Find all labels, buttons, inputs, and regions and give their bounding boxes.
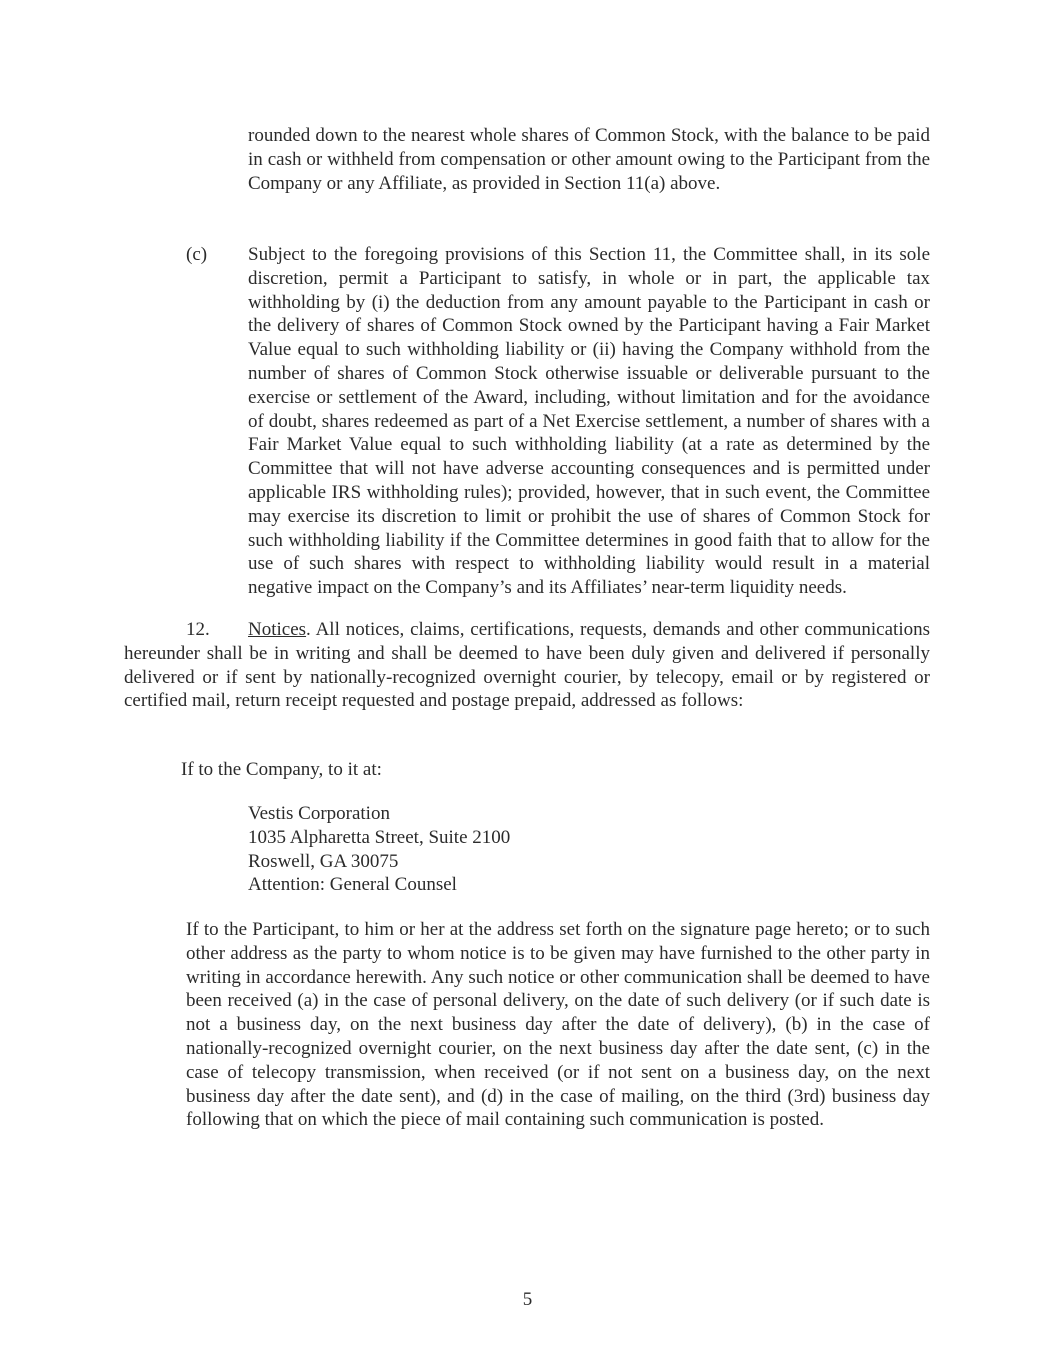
section-12-text: . All notices, claims, certifications, requests, demands and other communications hereunder shall be in writing and shall be deemed to have been duly given and delivered if personally delivered or if sent by nationally-recognized overnight courier, by telecopy, email or by registered or certified mail, return receipt requested and postage prepaid, addressed as follows: <box>124 619 930 712</box>
if-to-participant-paragraph: If to the Participant, to him or her at the address set forth on the signature page hereto; or to such other address as the party to whom notice is to be given may have furnished to the other party in writing in accordance herewith. Any such notice or other communication shall be deemed to have been received (a) in the case of personal delivery, on the date of such delivery (or if such date is not a business day, on the next business day after the date of delivery), (b) in the case of nationally-recognized overnight courier, on the next business day after the date sent, (c) in the case of telecopy transmission, when received (or if not sent on a business day, on the next business day after the date sent), and (d) in the case of mailing, on the third (3rd) business day following that on which the piece of mail containing such communication is posted. <box>186 919 930 1131</box>
address-city-state-zip: Roswell, GA 30075 <box>248 850 399 872</box>
address-street: 1035 Alpharetta Street, Suite 2100 <box>248 826 511 848</box>
section-12-heading: Notices <box>248 619 307 640</box>
section-12-notices-paragraph <box>124 618 930 713</box>
section-11c-label: (c) <box>186 244 208 265</box>
page-number: 5 <box>522 1289 533 1310</box>
section-11c-paragraph: Subject to the foregoing provisions of this Section 11, the Committee shall, in its sole discretion, permit a Participant to satisfy, in whole or in part, the applicable tax withholding by (i) the deduction from any amount payable to the Participant in cash or the delivery of shares of Common Stock owned by the Participant having a Fair Market Value equal to such withholding liability or (ii) having the Company withhold from the number of shares of Common Stock otherwise issuable or deliverable pursuant to the exercise or settlement of the Award, including, without limitation and for the avoidance of doubt, shares redeemed as part of a Net Exercise settlement, a number of shares with a Fair Market Value equal to such withholding liability (at a rate as determined by the Committee that will not have adverse accounting consequences and is permitted under applicable IRS withholding rules); provided, however, that in such event, the Committee may exercise its discretion to limit or prohibit the use of shares of Common Stock for such withholding liability if the Committee determines in good faith that to allow for the use of such shares with respect to withholding liability would result in a material negative impact on the Company’s and its Affiliates’ near-term liquidity needs. <box>248 244 930 599</box>
address-attention: Attention: General Counsel <box>248 874 457 896</box>
company-address-block <box>248 802 748 897</box>
section-11b-continuation-paragraph: rounded down to the nearest whole shares of Common Stock, with the balance to be paid in cash or withheld from compensation or other amount owing to the Participant from the Company or any Affiliate, as provided in Section 11(a) above. <box>248 125 930 194</box>
if-to-company-line: If to the Company, to it at: <box>181 759 382 780</box>
address-company-name: Vestis Corporation <box>248 803 390 824</box>
section-12-number: 12. <box>186 619 210 640</box>
